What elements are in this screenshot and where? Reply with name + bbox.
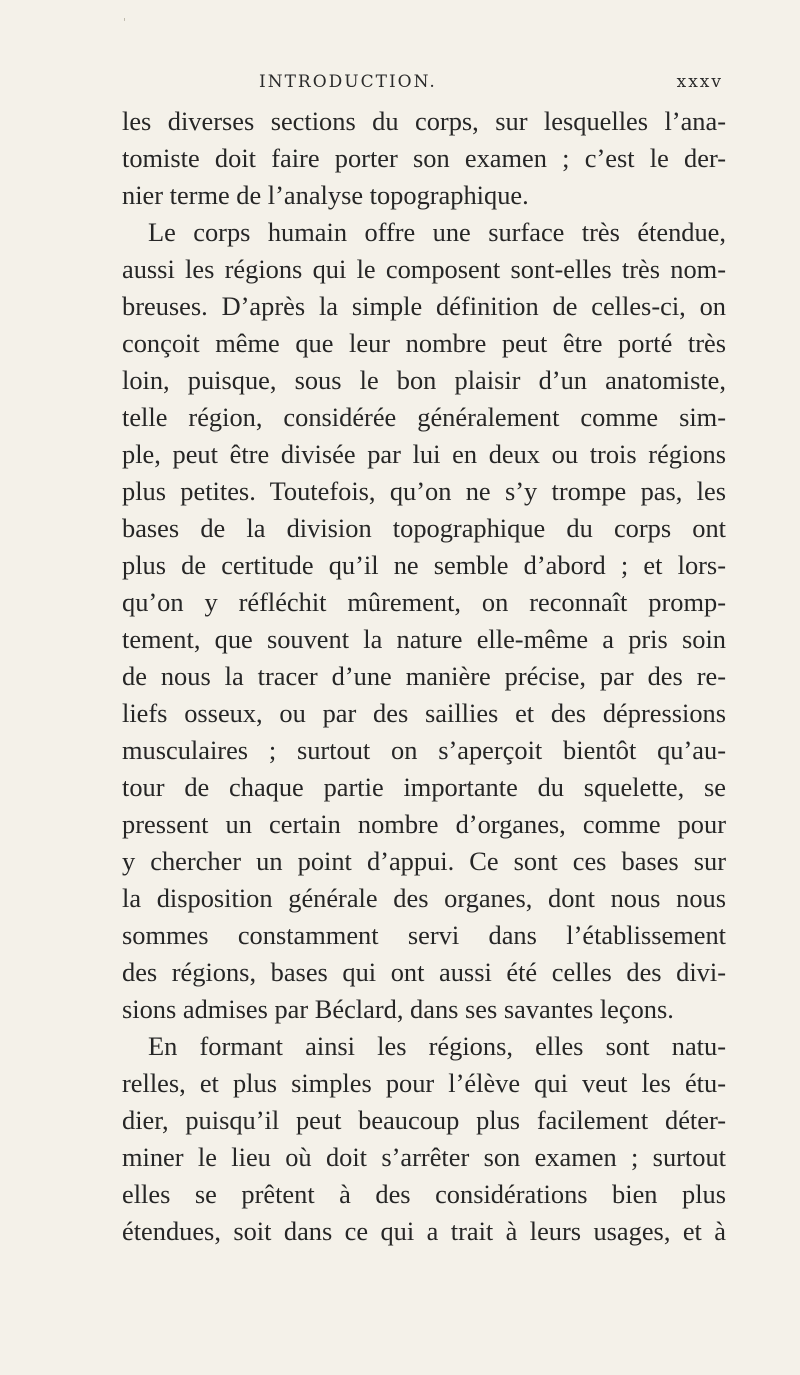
- text-line: breuses. D’après la simple définition de celles-ci, on: [122, 291, 726, 321]
- text-line: pressent un certain nombre d’organes, comme pour: [122, 809, 726, 839]
- page-number: xxxv: [676, 72, 723, 92]
- text-line: ple, peut être divisée par lui en deux ou trois régions: [122, 439, 726, 469]
- running-head: [123, 72, 723, 102]
- running-head-title: INTRODUCTION.: [259, 72, 437, 92]
- text-line: la disposition générale des organes, dont nous nous: [122, 883, 726, 913]
- text-line: Le corps humain offre une surface très étendue,: [148, 217, 726, 247]
- text-line: telle région, considérée généralement comme sim-: [122, 402, 726, 432]
- text-line: tement, que souvent la nature elle-même a pris soin: [122, 624, 726, 654]
- text-line: relles, et plus simples pour l’élève qui veut les étu-: [122, 1068, 726, 1098]
- text-line: plus petites. Toutefois, qu’on ne s’y trompe pas, les: [122, 476, 726, 506]
- text-line: nier terme de l’analyse topographique.: [122, 180, 529, 210]
- text-line: elles se prêtent à des considérations bien plus: [122, 1179, 726, 1209]
- text-line: des régions, bases qui ont aussi été celles des divi-: [122, 957, 726, 987]
- text-line: y chercher un point d’appui. Ce sont ces bases sur: [122, 846, 726, 876]
- text-line: tour de chaque partie importante du squelette, se: [122, 772, 726, 802]
- text-line: de nous la tracer d’une manière précise, par des re-: [122, 661, 726, 691]
- text-line: En formant ainsi les régions, elles sont natu-: [148, 1031, 726, 1061]
- text-line: qu’on y réfléchit mûrement, on reconnaît promp-: [122, 587, 726, 617]
- text-line: musculaires ; surtout on s’aperçoit bientôt qu’au-: [122, 735, 726, 765]
- text-line: bases de la division topographique du corps ont: [122, 513, 726, 543]
- body-text: [122, 103, 726, 1250]
- text-line: aussi les régions qui le composent sont-elles très nom-: [122, 254, 726, 284]
- text-line: conçoit même que leur nombre peut être porté très: [122, 328, 726, 358]
- text-line: dier, puisqu’il peut beaucoup plus facilement déter-: [122, 1105, 726, 1135]
- text-line: sions admises par Béclard, dans ses savantes leçons.: [122, 994, 674, 1024]
- text-line: étendues, soit dans ce qui a trait à leurs usages, et à: [122, 1216, 726, 1246]
- text-line: les diverses sections du corps, sur lesquelles l’ana-: [122, 106, 726, 136]
- paper-speck: ': [123, 16, 127, 29]
- text-line: sommes constamment servi dans l’établissement: [122, 920, 726, 950]
- text-line: miner le lieu où doit s’arrêter son examen ; surtout: [122, 1142, 726, 1172]
- text-line: loin, puisque, sous le bon plaisir d’un anatomiste,: [122, 365, 726, 395]
- text-line: plus de certitude qu’il ne semble d’abord ; et lors-: [122, 550, 726, 580]
- text-line: tomiste doit faire porter son examen ; c’est le der-: [122, 143, 726, 173]
- text-line: liefs osseux, ou par des saillies et des dépressions: [122, 698, 726, 728]
